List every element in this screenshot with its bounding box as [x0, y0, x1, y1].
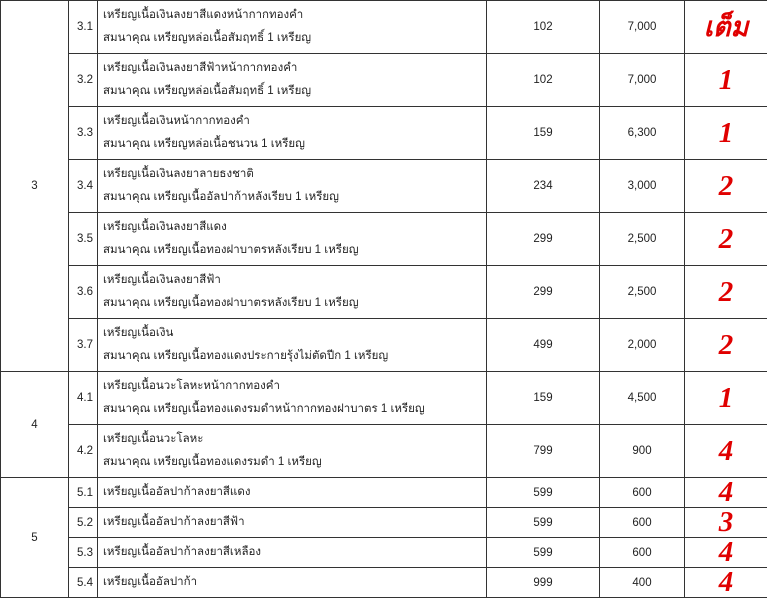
- item-name: เหรียญเนื้อนวะโลหะหน้ากากทองคำ: [103, 375, 486, 398]
- item-code-cell: 5.4: [69, 568, 98, 598]
- quantity-cell: 299: [487, 213, 600, 266]
- quantity-cell: 159: [487, 107, 600, 160]
- item-description-cell: [98, 425, 487, 478]
- item-name: เหรียญเนื้ออัลปาก้าลงยาสีฟ้า: [103, 511, 486, 534]
- item-code-cell: 3.2: [69, 54, 98, 107]
- item-name: เหรียญเนื้อเงินลงยาสีฟ้าหน้ากากทองคำ: [103, 57, 486, 80]
- availability-cell: 2: [685, 319, 767, 372]
- item-description-cell: [98, 319, 487, 372]
- availability-cell: เต็ม: [685, 1, 767, 54]
- table-row: [1, 160, 767, 213]
- item-name: เหรียญเนื้อเงินหน้ากากทองคำ: [103, 110, 486, 133]
- item-bonus: สมนาคุณ เหรียญเนื้อทองแดงประกายรุ้งไม่ตัดปีก 1 เหรียญ: [103, 345, 486, 368]
- quantity-cell: 599: [487, 508, 600, 538]
- price-cell: 2,000: [600, 319, 685, 372]
- item-description-cell: [98, 508, 487, 538]
- table-row: [1, 568, 767, 598]
- price-cell: 3,000: [600, 160, 685, 213]
- group-number-cell: 3: [1, 1, 69, 372]
- availability-cell: 1: [685, 107, 767, 160]
- price-cell: 6,300: [600, 107, 685, 160]
- table-row: [1, 213, 767, 266]
- table-row: [1, 319, 767, 372]
- price-cell: 600: [600, 508, 685, 538]
- table-row: [1, 508, 767, 538]
- item-description-cell: [98, 1, 487, 54]
- item-code-cell: 5.3: [69, 538, 98, 568]
- price-cell: 7,000: [600, 54, 685, 107]
- quantity-cell: 599: [487, 538, 600, 568]
- price-cell: 600: [600, 538, 685, 568]
- item-name: เหรียญเนื้อเงินลงยาลายธงชาติ: [103, 163, 486, 186]
- item-code-cell: 3.3: [69, 107, 98, 160]
- table-row: [1, 478, 767, 508]
- availability-cell: 4: [685, 425, 767, 478]
- price-cell: 4,500: [600, 372, 685, 425]
- quantity-cell: 102: [487, 54, 600, 107]
- price-cell: 400: [600, 568, 685, 598]
- item-code-cell: 3.7: [69, 319, 98, 372]
- quantity-cell: 499: [487, 319, 600, 372]
- quantity-cell: 102: [487, 1, 600, 54]
- item-bonus: สมนาคุณ เหรียญเนื้อทองฝาบาตรหลังเรียบ 1 เหรียญ: [103, 292, 486, 315]
- item-code-cell: 3.5: [69, 213, 98, 266]
- table-row: [1, 107, 767, 160]
- price-cell: 2,500: [600, 213, 685, 266]
- item-bonus: สมนาคุณ เหรียญหล่อเนื้อชนวน 1 เหรียญ: [103, 133, 486, 156]
- item-description-cell: [98, 568, 487, 598]
- item-bonus: สมนาคุณ เหรียญหล่อเนื้อสัมฤทธิ์ 1 เหรียญ: [103, 80, 486, 103]
- item-description-cell: [98, 266, 487, 319]
- item-name: เหรียญเนื้อเงินลงยาสีแดง: [103, 216, 486, 239]
- table-row: [1, 54, 767, 107]
- price-cell: 2,500: [600, 266, 685, 319]
- item-code-cell: 4.2: [69, 425, 98, 478]
- item-code-cell: 3.1: [69, 1, 98, 54]
- item-name: เหรียญเนื้ออัลปาก้าลงยาสีแดง: [103, 481, 486, 504]
- availability-cell: 4: [685, 478, 767, 508]
- availability-cell: 2: [685, 160, 767, 213]
- item-name: เหรียญเนื้อเงินลงยาสีฟ้า: [103, 269, 486, 292]
- group-number-cell: 5: [1, 478, 69, 598]
- availability-cell: 2: [685, 266, 767, 319]
- item-description-cell: [98, 160, 487, 213]
- price-cell: 7,000: [600, 1, 685, 54]
- item-bonus: สมนาคุณ เหรียญเนื้อทองฝาบาตรหลังเรียบ 1 เหรียญ: [103, 239, 486, 262]
- availability-cell: 1: [685, 54, 767, 107]
- item-description-cell: [98, 213, 487, 266]
- quantity-cell: 599: [487, 478, 600, 508]
- table-row: [1, 372, 767, 425]
- table-row: [1, 1, 767, 54]
- item-code-cell: 5.1: [69, 478, 98, 508]
- item-code-cell: 3.6: [69, 266, 98, 319]
- quantity-cell: 234: [487, 160, 600, 213]
- availability-cell: 4: [685, 568, 767, 598]
- quantity-cell: 299: [487, 266, 600, 319]
- price-cell: 900: [600, 425, 685, 478]
- quantity-cell: 159: [487, 372, 600, 425]
- availability-cell: 4: [685, 538, 767, 568]
- item-description-cell: [98, 478, 487, 508]
- item-name: เหรียญเนื้อเงินลงยาสีแดงหน้ากากทองคำ: [103, 4, 486, 27]
- availability-cell: 1: [685, 372, 767, 425]
- availability-cell: 2: [685, 213, 767, 266]
- item-name: เหรียญเนื้อนวะโลหะ: [103, 428, 486, 451]
- item-code-cell: 3.4: [69, 160, 98, 213]
- item-bonus: สมนาคุณ เหรียญเนื้อทองแดงรมดำหน้ากากทองฝาบาตร 1 เหรียญ: [103, 398, 486, 421]
- availability-cell: 3: [685, 508, 767, 538]
- price-cell: 600: [600, 478, 685, 508]
- table-row: [1, 425, 767, 478]
- table-row: [1, 538, 767, 568]
- item-code-cell: 4.1: [69, 372, 98, 425]
- quantity-cell: 999: [487, 568, 600, 598]
- item-name: เหรียญเนื้ออัลปาก้าลงยาสีเหลือง: [103, 541, 486, 564]
- item-description-cell: [98, 538, 487, 568]
- group-number-cell: 4: [1, 372, 69, 478]
- item-code-cell: 5.2: [69, 508, 98, 538]
- quantity-cell: 799: [487, 425, 600, 478]
- table-row: [1, 266, 767, 319]
- item-name: เหรียญเนื้ออัลปาก้า: [103, 571, 486, 594]
- item-bonus: สมนาคุณ เหรียญเนื้ออัลปาก้าหลังเรียบ 1 เหรียญ: [103, 186, 486, 209]
- item-description-cell: [98, 372, 487, 425]
- item-bonus: สมนาคุณ เหรียญเนื้อทองแดงรมดำ 1 เหรียญ: [103, 451, 486, 474]
- item-bonus: สมนาคุณ เหรียญหล่อเนื้อสัมฤทธิ์ 1 เหรียญ: [103, 27, 486, 50]
- item-description-cell: [98, 107, 487, 160]
- table-body: [1, 1, 767, 598]
- item-name: เหรียญเนื้อเงิน: [103, 322, 486, 345]
- item-description-cell: [98, 54, 487, 107]
